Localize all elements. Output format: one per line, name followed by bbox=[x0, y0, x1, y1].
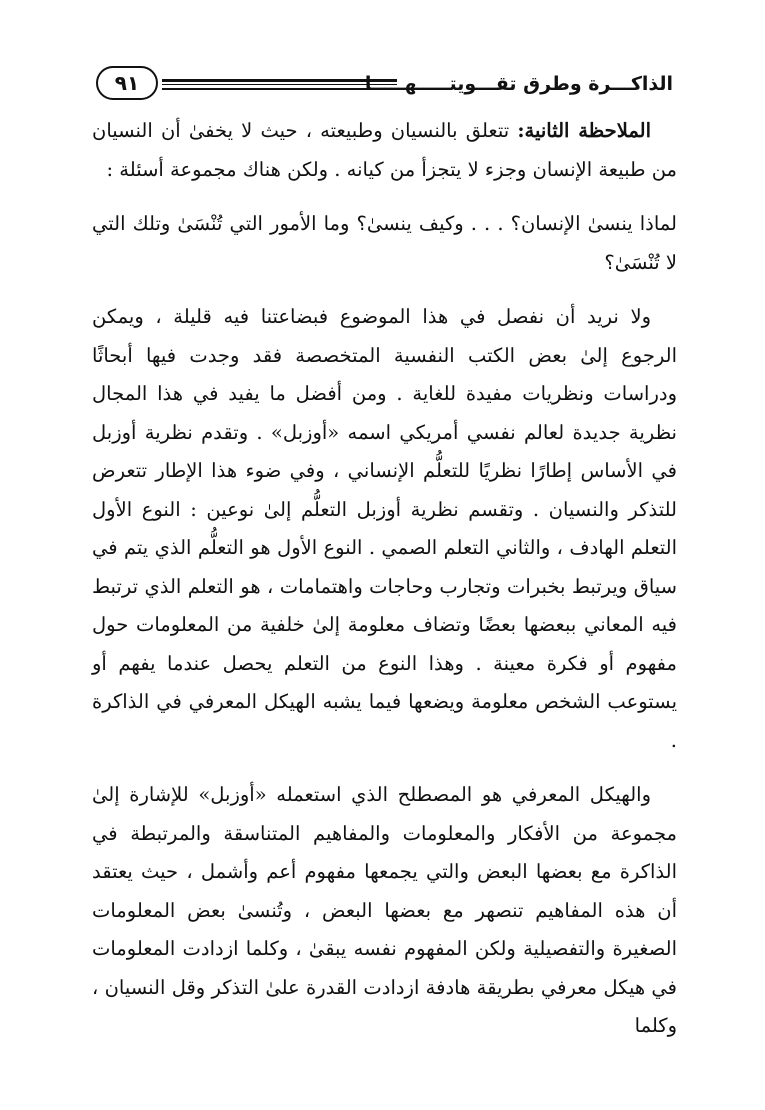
paragraph-lead: الملاحظة الثانية: bbox=[517, 119, 651, 142]
paragraph-4 bbox=[92, 776, 677, 1046]
body-text bbox=[92, 112, 677, 1062]
page-header bbox=[96, 64, 673, 104]
paragraph-3 bbox=[92, 298, 677, 760]
paragraph-2: لماذا ينسىٰ الإنسان؟ . . . وكيف ينسىٰ؟ وما الأمور التي تُنْسَىٰ وتلك التي لا تُنْسَىٰ؟ bbox=[92, 212, 677, 274]
header-rule bbox=[162, 79, 397, 90]
running-title: الذاكـــرة وطرق تقـــويتـــــهـــــا bbox=[364, 73, 673, 95]
page-number: ٩١ bbox=[96, 66, 158, 100]
paragraph-3-text: ولا نريد أن نفصل في هذا الموضوع فبضاعتنا فيه قليلة ، ويمكن الرجوع إلىٰ بعض الكتب النفسية المتخصصة فقد وجدت فيها أبحاثًا ودراسات ونظريات مفيدة للغاية . ومن أفضل ما يفيد في هذا المجال نظرية جديدة لعالم نفسي أمريكي اسمه «أوزبل» . وتقدم نظرية أوزبل في الأساس إطارًا نظريًا للتعلُّم الإنساني ، وفي ضوء هذا الإطار تتعرض للتذكر والنسيان . وتقسم نظرية أوزبل التعلُّم إلىٰ نوعين : النوع الأول التعلم الهادف ، والثاني التعلم الصمي . النوع الأول هو التعلُّم الذي يتم في سياق ويرتبط بخبرات وتجارب وحاجات واهتمامات ، هو التعلم الذي ترتبط فيه المعاني ببعضها بعضًا وتضاف معلومة إلىٰ خلفية من المعلومات حول مفهوم أو فكرة معينة . وهذا النوع من التعلم يحصل عندما يفهم أو يستوعب الشخص معلومة ويضعها فيما يشبه الهيكل المعرفي في الذاكرة . bbox=[92, 305, 677, 752]
paragraph-1 bbox=[92, 112, 677, 189]
paragraph-1-text: تتعلق بالنسيان وطبيعته ، حيث لا يخفىٰ أن النسيان من طبيعة الإنسان وجزء لا يتجزأ من كيانه . ولكن هناك مجموعة أسئلة : bbox=[92, 119, 677, 181]
paragraph-4-text: والهيكل المعرفي هو المصطلح الذي استعمله «أوزبل» للإشارة إلىٰ مجموعة من الأفكار والمعلومات والمفاهيم المتناسقة والمرتبطة في الذاكرة مع بعضها البعض والتي يجمعها مفهوم أعم وأشمل ، حيث يعتقد أن هذه المفاهيم تنصهر مع بعضها البعض ، وتُنسىٰ بعض المعلومات الصغيرة والتفصيلية ولكن المفهوم نفسه يبقىٰ ، وكلما ازدادت المعلومات في هيكل معرفي بطريقة هادفة ازدادت القدرة علىٰ التذكر وقل النسيان ، وكلما bbox=[92, 783, 677, 1037]
